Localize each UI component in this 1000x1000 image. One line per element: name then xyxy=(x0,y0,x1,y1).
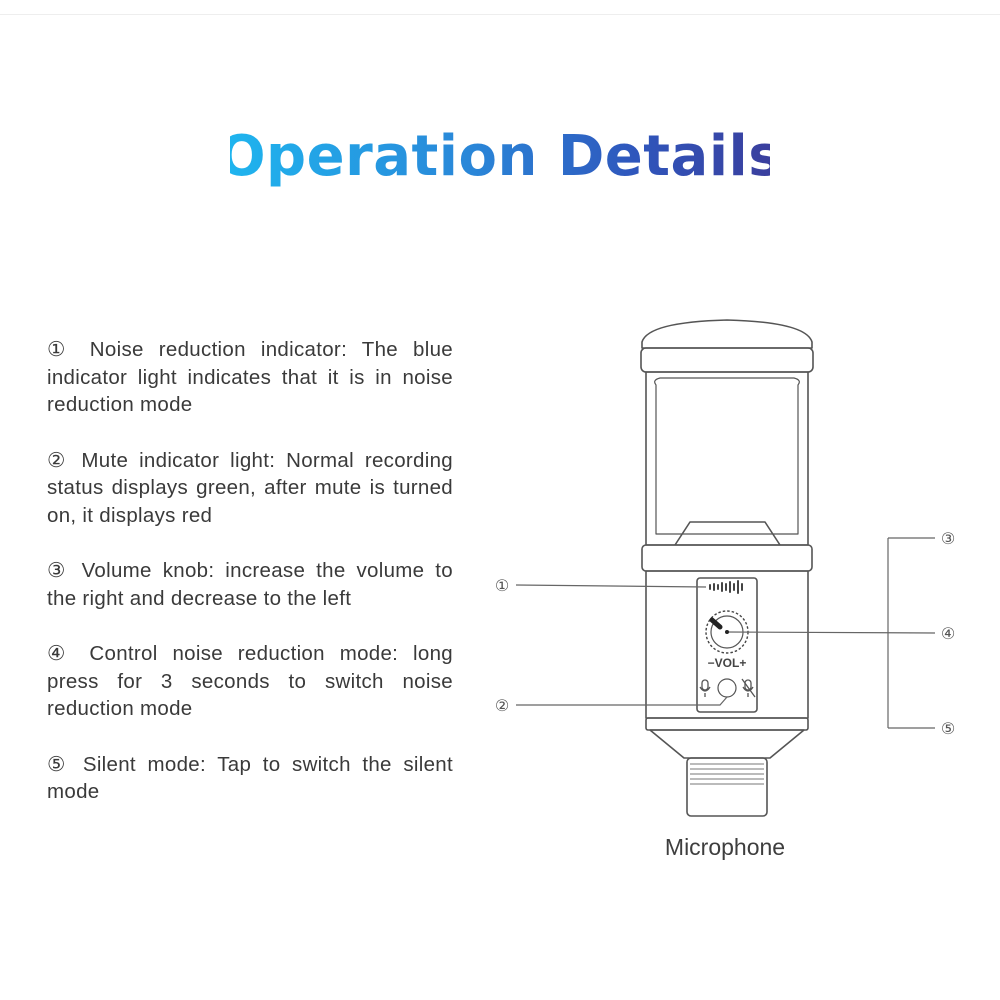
mic-top-band xyxy=(641,348,813,372)
callout-5: ⑤ xyxy=(940,719,956,738)
callout-2: ② xyxy=(494,696,510,715)
connector-ribs xyxy=(690,764,764,784)
note-noise-mode: ④ Control noise reduction mode: long press for 3 seconds to switch noise reduction mode xyxy=(47,642,453,720)
mic-muted-icon xyxy=(742,679,755,697)
mic-icon xyxy=(700,680,710,697)
note-noise-indicator: ① Noise reduction indicator: The blue indicator light indicates that it is in noise reduction mode xyxy=(47,338,453,416)
noise-indicator-icon xyxy=(710,581,742,593)
diagram-caption: Microphone xyxy=(664,834,786,860)
callout-1: ① xyxy=(494,576,510,595)
mic-capsule-inner xyxy=(655,378,800,534)
mic-capsule xyxy=(646,372,808,545)
mic-bottom-band xyxy=(646,718,808,730)
note-silent-mode: ⑤ Silent mode: Tap to switch the silent mode xyxy=(47,752,453,803)
mic-top-cap xyxy=(642,320,812,348)
mute-button xyxy=(718,679,736,697)
note-mute-indicator: ② Mute indicator light: Normal recording status displays green, after mute is turned on, it displays red xyxy=(47,448,453,527)
callout-3: ③ xyxy=(940,529,956,548)
usb-connector xyxy=(687,758,767,816)
mute-button-row xyxy=(700,679,755,697)
mic-mid-band xyxy=(642,545,812,571)
callout-4: ④ xyxy=(940,624,956,643)
mic-taper xyxy=(650,730,804,758)
volume-label: −VOL+ xyxy=(707,656,747,670)
page-title: Operation Details xyxy=(0,124,1000,189)
note-volume-knob: ③ Volume knob: increase the volume to the right and decrease to the left xyxy=(47,559,453,610)
